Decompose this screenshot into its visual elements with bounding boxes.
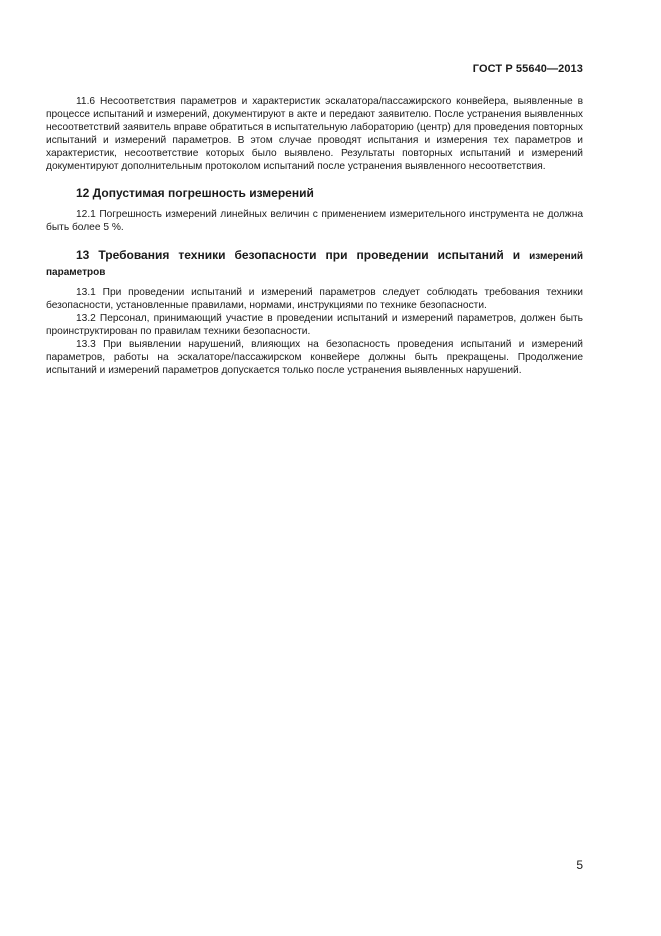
page-number: 5 bbox=[576, 858, 583, 872]
document-code: ГОСТ Р 55640—2013 bbox=[472, 63, 583, 75]
paragraph-13-3: 13.3 При выявлении нарушений, влияющих на безопасность проведения испытаний и измерений параметров, работы на эскалаторе/пассажирском конвейере должны быть прекращены. Продолжение испытаний и измерений параметров допускается только после устранения выявленных нарушений. bbox=[46, 339, 583, 377]
section-12-heading: 12 Допустимая погрешность измерений bbox=[76, 185, 314, 200]
paragraph-12-1: 12.1 Погрешность измерений линейных величин с применением измерительного инструмента не должна быть более 5 %. bbox=[46, 208, 583, 233]
paragraph-11-6: 11.6 Несоответствия параметров и характеристик эскалатора/пассажирского конвейера, выявленные в процессе испытаний и измерений, документируют в акте и передают заявителю. После устранения выявленных несоответствий заявитель вправе обратиться в испытательную лабораторию (центр) для проведения повторных испытаний и измерений параметров. В этом случае проводят испытания и измерения тех параметров и характеристик, несоответствие которых было выявлено. Результаты повторных испытаний и измерений документируют дополнительным протоколом испытаний после устранения выявленного несоответствия. bbox=[46, 96, 583, 173]
section-13-heading-main: 13 Требования техники безопасности при проведении испытаний и bbox=[76, 247, 521, 262]
section-13-heading-continuation: измерений параметров bbox=[46, 250, 583, 278]
document-body bbox=[46, 95, 583, 377]
paragraph-13-1: 13.1 При проведении испытаний и измерений параметров следует соблюдать требования техники безопасности, установленные правилами, нормами, инструкциями по технике безопасности. bbox=[46, 286, 583, 311]
section-13-heading bbox=[46, 248, 583, 280]
paragraph-13-2: 13.2 Персонал, принимающий участие в проведении испытаний и измерений параметров, должен быть проинструктирован по правилам техники безопасности. bbox=[46, 312, 583, 338]
